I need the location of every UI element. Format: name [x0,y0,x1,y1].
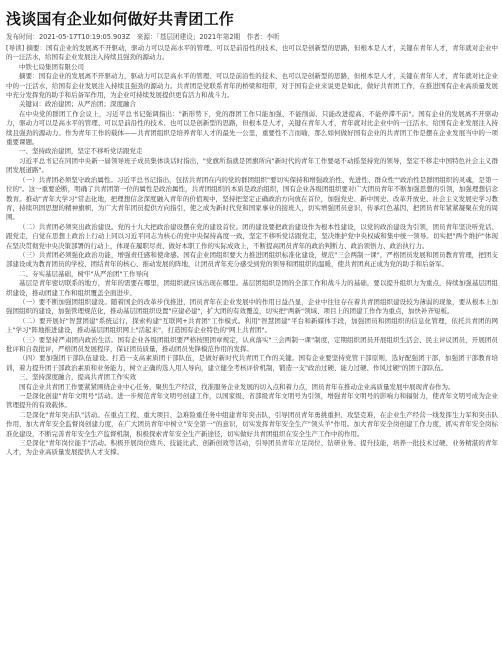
article-paragraph: （一）共青团必须坚守政治属性。习近平总书记指出，包括共青团在内的党的群团组织"要切实保持和增强政治性、先进性、群众性""政治性是群团组织的灵魂，是第一位的"。这一重要论断，明确了共青团第一位的属性是政治属性，共青团组织的本质是政治组织，国有企业各级团组织要对广大团员青年不断加强思想的引领，加强理想信念教育。推动"青年大学习"常态化地，把理想信念深度融入青年的价值观中，坚持把坚定正确政治方向放在首位，加强党史、新中国史、改革开放史、社会主义发展史学习教育，持续巩固思想的精神旗帜，为广大青年团员提供方向指引，使之成为新时代党和国家事业的接班人，切实增强团员意识，传承红色基因，把团员青年紧紧凝聚在党的周围。 [6,175,498,222]
article-paragraph: 三是深化"青年岗位能手"活动。积极开展岗位练兵、技能比武、创新创效等活动，引导团员青年立足岗位、钻研业务、提升技能，培养一批技术过硬、业务精湛的青年人才，为企业高质量发展提供人才支撑。 [6,439,498,457]
article-meta: 发布时间：2021-05-17T10:19:05.903Z 来源：「基层团建设」2021年第2期 作者：李昕 [6,33,280,41]
article-affiliation: 中铁七局集团有限公司 [19,62,84,71]
article-summary: 摘要：国有企业的发展离不开驱动力，驱动力可以是高水平的管理、可以是前沿性的技术、也可以是创新型的思路，但根本是人才，关键在青年人才，青年就对比企业中的一汪活水，给国有企业发展注入持续且强劲的源动力。共青团是党联系青年的桥梁和纽带，对于国有企业来说更是如此，做好共青团工作，在推进国有企业高质量发展中充分发挥党的助手和后备军作用，为企业可持续发展提供更有活力和战斗力。 [6,72,498,100]
article-body [6,44,498,458]
article-paragraph: 基层是青年密切联系的地方，青年的需要在哪里，团组织就应该出现在哪里。基层团组织是团的全部工作和战斗力的基础，要以提升组织力为重点，持续加强基层团组织建设，推动团建工作和组织覆盖全面进步。 [6,279,498,297]
article-abstract: [导读] 摘要：国有企业的发展离不开驱动，驱动力可以是高水平的管理、可以是前沿性的技术、也可以是创新型的思路，但根本是人才，关键在青年人才，青年就对企业中的一汪活水，给国有企业发展注入持续且强劲的源动力。 [6,44,498,62]
article-paragraph: （三）共青团必须强化政治功能，增强责任感和使命感。国有企业团组织要大力推进团组织标准化建设，规范"三会两制一课"，严格团员发展和团员教育管理，把团支部建设成为教育团员的学校、团结青年的核心、推动发展的阵地，让团员青年充分感受到党的领导和团组织的温暖，使共青团真正成为党的助手和后备军。 [6,250,498,269]
article-paragraph: （四）要加强团干部队伍建设。打造一支高素质团干部队伍，是做好新时代共青团工作的关键。国有企业要坚持党管干部原则，选好配强团干部，加强团干部教育培训，着力提升团干部政治素质和业务能力，树立正确的选人用人导向，建立健全考核评价机制，锻造一支"政治过硬、能力过硬、作风过硬"的团干部队伍。 [6,354,498,372]
article-paragraph: 国有企业共青团工作要紧紧围绕企业中心任务，聚焦生产经营，找准服务企业发展的切入点和着力点，团员青年在推动企业高质量发展中展现青春作为。 [19,382,455,391]
article-paragraph: 在中央党的群团工作会议上，习近平总书记强调指出："新形势下，党的群团工作只能加强、不能削弱、只能改进提高、不能停滞不前"。国有企业的发展离不开驱动力，驱动力可以是高水平的管理、可以是前沿性的技术、也可以是创新型的思路，但根本是人才，关键在青年人才，青年就对比企业中的一汪活水，给国有企业发展注入持续且强劲的源动力。作为青年工作的载体——共青团组织是培养青年人才的最先一公里，重要性不言而喻，那么如何做好国有企业的共青团工作是摆在企业发展当中的一项重要课题。 [6,109,498,147]
section-heading: 一、坚持政治建团，坚定不移听党话跟党走 [19,147,143,156]
article-paragraph: （一）要不断加强团组织建设。随着国企的改革步伐推进，团员青年在企业发展中的作用日益凸显，企业中往往存在着共青团组织建设较为薄弱的现象，要从根本上加强团组织的建设，加强管理规范化，推动基层团组织设置"应建必建"，扩大团的有效覆盖，切实把"两新"领域、项目上的团建工作作为重点，加快补齐短板。 [6,297,498,316]
article-paragraph: 二是深化"青年突击队"活动。在重点工程、重大项目、急难险重任务中组建青年突击队，引导团员青年勇挑重担、攻坚克难，在企业生产经营一线发挥生力军和突击队作用，加大青年安全监督岗创建力度，在广大团员青年中树立"安全第一"的意识，切实发挥青年安全生产"领头羊"作用。加大青年安全岗创建工作力度，抓实青年安全岗标准化建设，不断完善青年安全生产监督机制，积极探索青年安全生产新途径，切实做好共青团组织在安全生产工作中的作用。 [6,410,498,438]
section-heading: 二、夯实基层基础，树牢"从严治团"工作导向 [19,269,149,278]
article-paragraph: （二）共青团必须突出政治建设。党的十九大把政治建设摆在党的建设首位。团的建设要把政治建设作为根本性建设，以党的政治建设为引领，团员青年坚决听党话、跟党走，自觉在思想上政治上行动上同以习近平同志为核心的党中央保持高度一致，坚定不移听党话跟党走，坚决维护党中央权威和集中统一领导。切实把"两个维护"体现在坚决贯彻党中央决策部署的行动上，体现在履职尽责、做好本职工作的实际成效上，不断提高团员青年的政治判断力、政治领悟力、政治执行力。 [6,222,498,250]
article-paragraph: 一是深化创建"青年文明号"活动。进一步规范青年文明号创建工作，以国家级、省部级青年文明号为引领，增强青年文明号的影响力和辐射力，使青年文明号成为企业管理提升的有效载体。 [6,392,498,410]
article-paragraph: 习近平总书记在同团中央新一届领导班子成员集体谈话时指出，"党旗所指就是团旗所向"新时代的青年工作要毫不动摇坚持党的领导，坚定不移走中国特色社会主义群团发展道路"。 [6,156,498,175]
section-heading: 三、坚持深度融合，提高共青团工作实效 [19,373,136,382]
article-title: 浅谈国有企业如何做好共青团工作 [6,10,235,28]
article-keywords: 关键词：政治建团；从严治团；深度融合 [19,100,136,109]
article-paragraph: （三）要坚持严肃团内政治生活。国有企业各级团组织要严格按照团章规定，认真落实"三会两制一课"制度，定期组织团员开展组织生活会、民主评议团员，开展团员批评和自我批评，严格团员发展程序，保证团员质量，推动团员先锋模范作用的发挥。 [6,335,498,353]
article-paragraph: （二）要开展好"智慧团建"系统运行，探索构建"互联网+共青团"工作模式。利用"智慧团建"平台和新媒体手段，加强团员和团组织的信息化管理，依托共青团的网上"学习"阵地推进建设，推动基层团组织网上"活起来"，打造国有企业特色的"网上共青团"。 [6,316,498,335]
